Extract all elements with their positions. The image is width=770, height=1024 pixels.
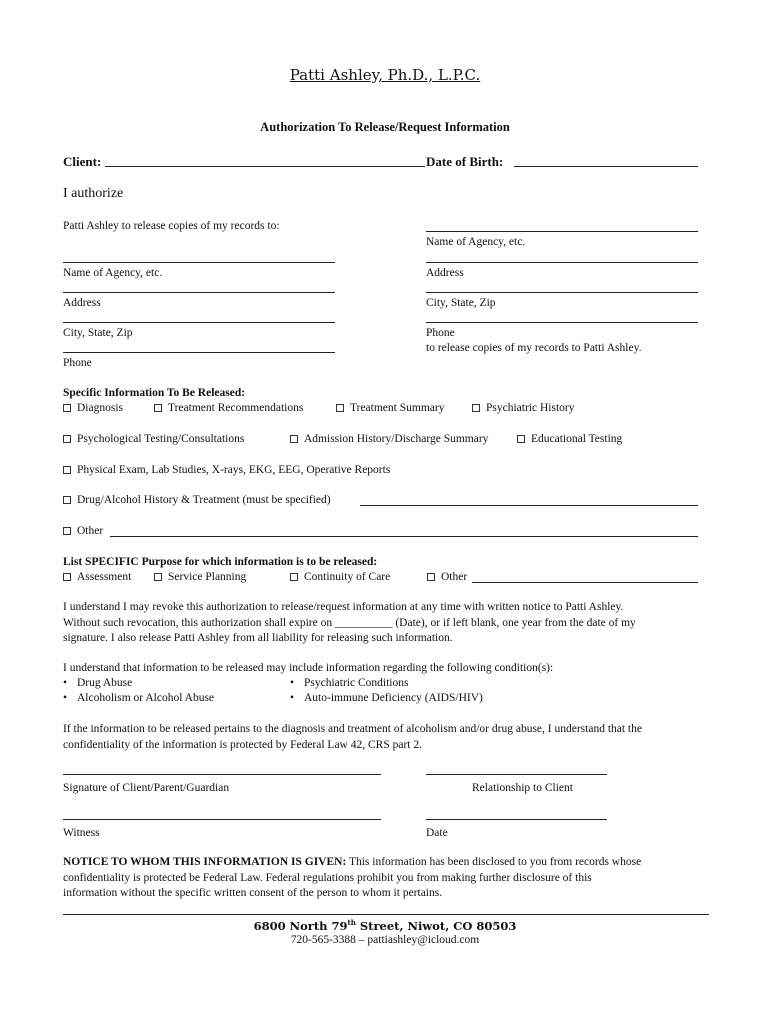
option-label: Treatment Summary <box>350 402 445 414</box>
revoke-line: I understand I may revoke this authorization to release/request information at any time with written notice to Patti Ashley. <box>63 601 624 613</box>
condition-alcoholism: • Alcoholism or Alcohol Abuse <box>63 691 214 705</box>
option-label: Psychiatric History <box>486 402 575 414</box>
option-treatment-summary[interactable] <box>336 401 444 415</box>
client-label: Client: <box>63 154 102 169</box>
footer-address-text: Street, Niwot, CO 80503 <box>355 918 517 933</box>
practitioner-name: Patti Ashley, Ph.D., L.P.C. <box>289 66 481 84</box>
footer-address-text: 6800 North 79 <box>253 918 348 933</box>
other-info-field[interactable] <box>110 536 698 537</box>
right-agency-label: Name of Agency, etc. <box>426 236 526 248</box>
notice-text: This information has been disclosed to you from records whose <box>346 856 642 868</box>
option-label: Service Planning <box>168 571 247 583</box>
right-address-field[interactable] <box>426 262 698 263</box>
purpose-service-planning[interactable] <box>154 570 246 584</box>
option-label: Educational Testing <box>531 433 623 445</box>
witness-label: Witness <box>63 827 100 839</box>
checkbox-icon[interactable] <box>427 573 435 581</box>
signature-field[interactable] <box>63 774 381 775</box>
right-phone-label: Phone <box>426 327 455 339</box>
footer-address <box>0 918 770 933</box>
checkbox-icon[interactable] <box>63 496 71 504</box>
option-label: Diagnosis <box>77 402 123 414</box>
notice-line: confidentiality is protected be Federal Law. Federal regulations prohibit you from making further disclosure of this <box>63 871 592 884</box>
checkbox-icon[interactable] <box>154 573 162 581</box>
footer-divider <box>63 914 709 915</box>
option-diagnosis[interactable] <box>63 401 123 415</box>
option-psychiatric-history[interactable] <box>472 401 574 415</box>
federal-line: If the information to be released pertains to the diagnosis and treatment of alcoholism and/or drug abuse, I understand that the <box>63 723 642 735</box>
witness-field[interactable] <box>63 819 381 820</box>
purpose-assessment[interactable] <box>63 570 131 584</box>
client-field[interactable] <box>105 166 425 167</box>
option-label: Treatment Recommendations <box>168 402 304 414</box>
checkbox-icon[interactable] <box>63 404 71 412</box>
left-agency-label: Name of Agency, etc. <box>63 267 163 279</box>
right-city-field[interactable] <box>426 292 698 293</box>
option-label: Assessment <box>77 571 132 583</box>
footer-address-sup: th <box>347 918 356 927</box>
left-city-label: City, State, Zip <box>63 327 133 339</box>
federal-paragraph <box>63 722 713 753</box>
option-admission-history[interactable] <box>290 432 488 446</box>
conditions-intro: I understand that information to be released may include information regarding the following condition(s): <box>63 662 554 674</box>
checkbox-icon[interactable] <box>290 573 298 581</box>
option-physical-exam[interactable] <box>63 463 390 477</box>
right-agency-field[interactable] <box>426 231 698 232</box>
revoke-paragraph <box>63 600 713 647</box>
purpose-other[interactable] <box>427 570 467 584</box>
right-phone-field[interactable] <box>426 322 698 323</box>
condition-drug-abuse: • Drug Abuse <box>63 676 132 690</box>
checkbox-icon[interactable] <box>336 404 344 412</box>
left-agency-field[interactable] <box>63 262 335 263</box>
left-phone-label: Phone <box>63 357 92 369</box>
checkbox-icon[interactable] <box>63 573 71 581</box>
notice-lead: NOTICE TO WHOM THIS INFORMATION IS GIVEN: <box>63 856 347 868</box>
revoke-line: signature. I also release Patti Ashley from all liability for releasing such information. <box>63 632 453 644</box>
date-field[interactable] <box>426 819 607 820</box>
left-phone-field[interactable] <box>63 352 335 353</box>
revoke-line: Without such revocation, this authorization shall expire on __________ (Date), or if left blank, one year from the date of my <box>63 616 636 629</box>
option-label: Psychological Testing/Consultations <box>77 433 245 445</box>
option-label: Physical Exam, Lab Studies, X-rays, EKG, EEG, Operative Reports <box>77 464 391 476</box>
checkbox-icon[interactable] <box>472 404 480 412</box>
left-address-label: Address <box>63 297 101 309</box>
notice-line: information without the specific written consent of the person to whom it pertains. <box>63 887 443 899</box>
option-label: Continuity of Care <box>304 571 391 583</box>
checkbox-icon[interactable] <box>63 435 71 443</box>
signature-label: Signature of Client/Parent/Guardian <box>63 782 230 794</box>
checkbox-icon[interactable] <box>154 404 162 412</box>
condition-psychiatric: • Psychiatric Conditions <box>290 676 408 690</box>
purpose-heading: List SPECIFIC Purpose for which information is to be released: <box>63 556 378 568</box>
notice-paragraph <box>63 855 713 902</box>
purpose-other-field[interactable] <box>472 582 698 583</box>
option-psychological-testing[interactable] <box>63 432 244 446</box>
federal-line: confidentiality of the information is protected by Federal Law 42, CRS part 2. <box>63 738 422 751</box>
option-educational-testing[interactable] <box>517 432 622 446</box>
release-text: Patti Ashley to release copies of my records to: <box>63 220 280 232</box>
notice-line <box>63 855 713 871</box>
condition-aids-hiv: • Auto-immune Deficiency (AIDS/HIV) <box>290 691 483 705</box>
drug-alcohol-specify-field[interactable] <box>360 505 698 506</box>
purpose-continuity-of-care[interactable] <box>290 570 390 584</box>
relationship-label: Relationship to Client <box>472 782 573 794</box>
option-label: Drug/Alcohol History & Treatment (must be specified) <box>77 494 331 506</box>
date-label: Date <box>426 827 448 839</box>
right-closing-text: to release copies of my records to Patti Ashley. <box>426 342 642 354</box>
specific-info-heading: Specific Information To Be Released: <box>63 387 246 399</box>
option-label: Other <box>77 525 104 537</box>
checkbox-icon[interactable] <box>63 466 71 474</box>
dob-label: Date of Birth: <box>426 154 504 169</box>
checkbox-icon[interactable] <box>63 527 71 535</box>
option-other-info[interactable] <box>63 524 103 538</box>
checkbox-icon[interactable] <box>517 435 525 443</box>
option-drug-alcohol-history[interactable] <box>63 493 331 507</box>
relationship-field[interactable] <box>426 774 607 775</box>
authorize-intro: I authorize <box>63 186 124 201</box>
option-label: Admission History/Discharge Summary <box>304 433 489 445</box>
right-city-label: City, State, Zip <box>426 297 496 309</box>
right-address-label: Address <box>426 267 464 279</box>
footer-contact: 720-565-3388 – pattiashley@icloud.com <box>290 934 480 946</box>
left-address-field[interactable] <box>63 292 335 293</box>
left-city-field[interactable] <box>63 322 335 323</box>
option-treatment-recommendations[interactable] <box>154 401 303 415</box>
option-label: Other <box>441 571 468 583</box>
dob-field[interactable] <box>514 166 698 167</box>
checkbox-icon[interactable] <box>290 435 298 443</box>
form-title: Authorization To Release/Request Information <box>260 120 510 134</box>
